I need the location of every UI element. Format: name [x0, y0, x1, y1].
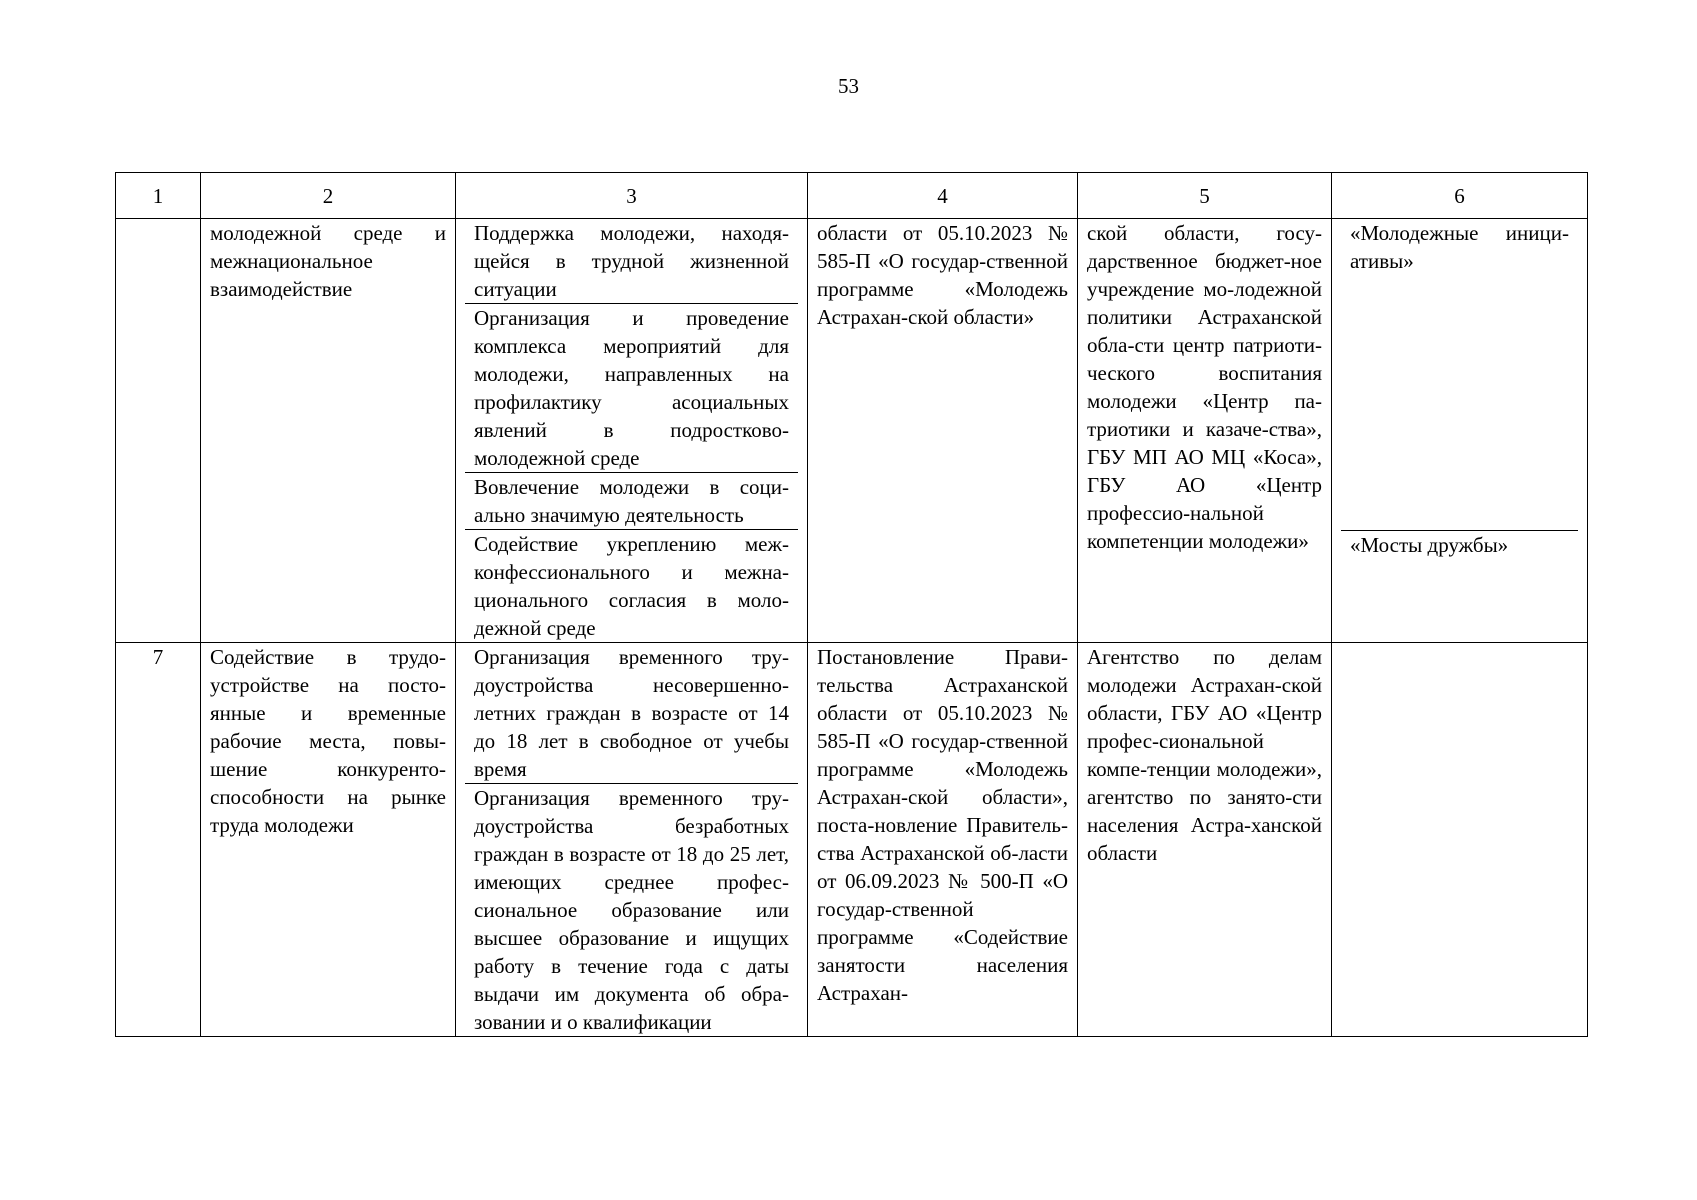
activity-item: Вовлечение молодежи в соци-ально значимую деятельность [465, 472, 798, 529]
legal-basis-cell: области от 05.10.2023 № 585-П «О государ-ственной программе «Молодежь Астрахан-ской области» [808, 219, 1078, 643]
table-header-row [116, 173, 1588, 219]
activity-item: Поддержка молодежи, находя-щейся в трудной жизненной ситуации [474, 221, 789, 301]
project-name: «Молодежные иници-ативы» [1350, 221, 1569, 273]
header-cell-2: 2 [201, 173, 456, 219]
table-row [116, 219, 1588, 643]
header-cell-3: 3 [456, 173, 808, 219]
direction-cell: молодежной среде и межнациональное взаимодействие [201, 219, 456, 643]
activity-item: Организация временного тру-доустройства безработных граждан в возрасте от 18 до 25 лет, имеющих среднее профес-сиональное образование или высшее образование и ищущих работу в течение года с даты выдачи им документа об обра-зовании и о квалификации [465, 783, 798, 1036]
executors-cell: Агентство по делам молодежи Астрахан-ской области, ГБУ АО «Центр профес-сиональной компе-тенции молодежи», агентство по занято-сти населения Астра-ханской области [1078, 643, 1332, 1037]
row-number-cell: 7 [116, 643, 201, 1037]
program-table [115, 172, 1588, 1037]
legal-basis-cell: Постановление Прави-тельства Астраханской области от 05.10.2023 № 585-П «О государ-ственной программе «Молодежь Астрахан-ской области», поста-новление Правитель-ства Астраханской об-ласти от 06.09.2023 № 500-П «О государ-ственной программе «Содействие занятости населения Астрахан- [808, 643, 1078, 1037]
table-row [116, 643, 1588, 1037]
activities-cell [456, 643, 808, 1037]
header-cell-4: 4 [808, 173, 1078, 219]
page-number: 53 [838, 74, 859, 98]
activity-item: Содействие укреплению меж-конфессионального и межна-ционального согласия в моло-дежной среде [465, 529, 798, 642]
executors-cell: ской области, госу-дарственное бюджет-ное учреждение мо-лодежной политики Астраханской обла-сти центр патриоти-ческого воспитания молодежи «Центр па-триотики и казаче-ства», ГБУ МП АО МЦ «Коса», ГБУ АО «Центр профессио-нальной компетенции молодежи» [1078, 219, 1332, 643]
activity-item: Организация временного тру-доустройства несовершенно-летних граждан в возрасте от 14 до 18 лет в свободное от учебы время [474, 645, 789, 781]
activity-item: Организация и проведение комплекса мероприятий для молодежи, направленных на профилактику асоциальных явлений в подростково-молодежной среде [465, 303, 798, 472]
direction-cell: Содействие в трудо-устройстве на посто-янные и временные рабочие места, повы-шение конкуренто-способности на рынке труда молодежи [201, 643, 456, 1037]
project-name: «Мосты дружбы» [1341, 530, 1578, 642]
project-cell [1332, 643, 1588, 1037]
header-cell-6: 6 [1332, 173, 1588, 219]
header-cell-5: 5 [1078, 173, 1332, 219]
activities-cell [456, 219, 808, 643]
header-cell-1: 1 [116, 173, 201, 219]
row-number-cell [116, 219, 201, 643]
project-cell [1332, 219, 1588, 643]
